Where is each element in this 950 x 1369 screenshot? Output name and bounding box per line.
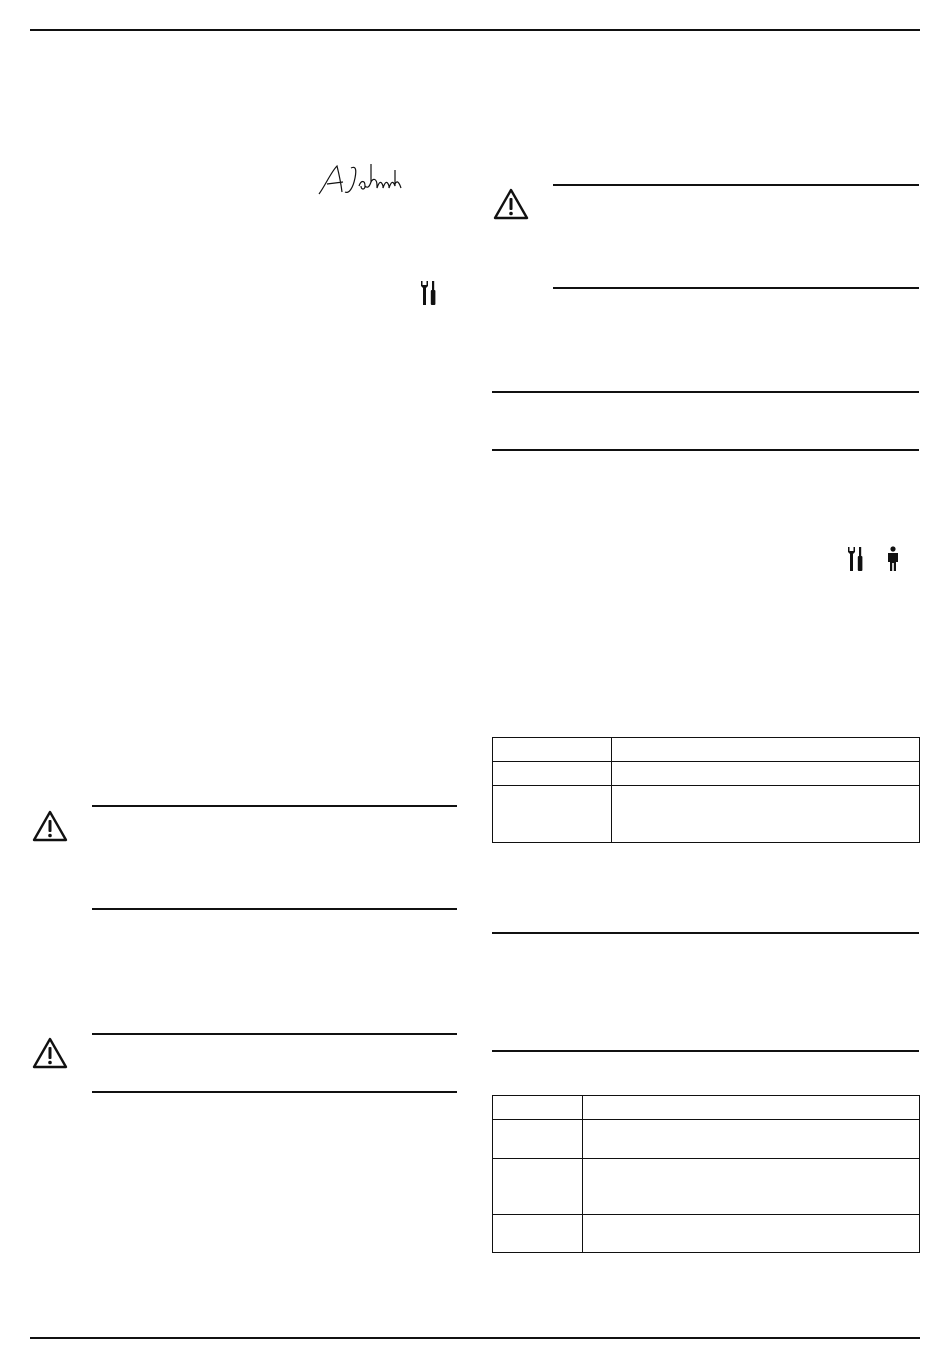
section-rule-b-bottom <box>492 1050 919 1052</box>
warning-triangle-icon <box>31 1036 69 1070</box>
warning-box-1-bottom-rule <box>92 908 457 910</box>
wrench-screwdriver-icon <box>419 280 439 306</box>
table-row <box>493 738 920 762</box>
section-rule-a-bottom <box>492 449 919 451</box>
table-row <box>493 762 920 786</box>
section-rule-b-top <box>492 932 919 934</box>
warning-triangle-icon <box>31 809 69 843</box>
table-cell <box>612 762 920 786</box>
warning-box-3-bottom-rule <box>553 287 919 289</box>
table-cell <box>493 738 612 762</box>
table-row <box>493 1120 920 1159</box>
warning-box-2-top-rule <box>92 1033 457 1035</box>
signature-image <box>315 158 405 198</box>
warning-box-2-bottom-rule <box>92 1091 457 1093</box>
table-cell <box>493 1215 583 1253</box>
table-cell <box>612 786 920 843</box>
table-cell <box>583 1159 920 1215</box>
wrench-screwdriver-icon <box>846 546 866 572</box>
footer-rule <box>30 1337 920 1339</box>
table-cell <box>493 1159 583 1215</box>
table-cell <box>493 1096 583 1120</box>
table-row <box>493 1096 920 1120</box>
person-icon <box>885 546 901 572</box>
table-cell <box>583 1215 920 1253</box>
warning-box-1-top-rule <box>92 805 457 807</box>
warning-box-3-top-rule <box>553 184 919 186</box>
section-rule-a-top <box>492 391 919 393</box>
table-cell <box>493 786 612 843</box>
table-row <box>493 1215 920 1253</box>
table-cell <box>583 1120 920 1159</box>
spec-table-1 <box>492 737 920 843</box>
warning-triangle-icon <box>492 187 530 221</box>
table-cell <box>493 1120 583 1159</box>
table-cell <box>583 1096 920 1120</box>
table-cell <box>612 738 920 762</box>
table-row <box>493 786 920 843</box>
table-cell <box>493 762 612 786</box>
spec-table-2 <box>492 1095 920 1253</box>
header-rule <box>30 29 920 31</box>
table-row <box>493 1159 920 1215</box>
